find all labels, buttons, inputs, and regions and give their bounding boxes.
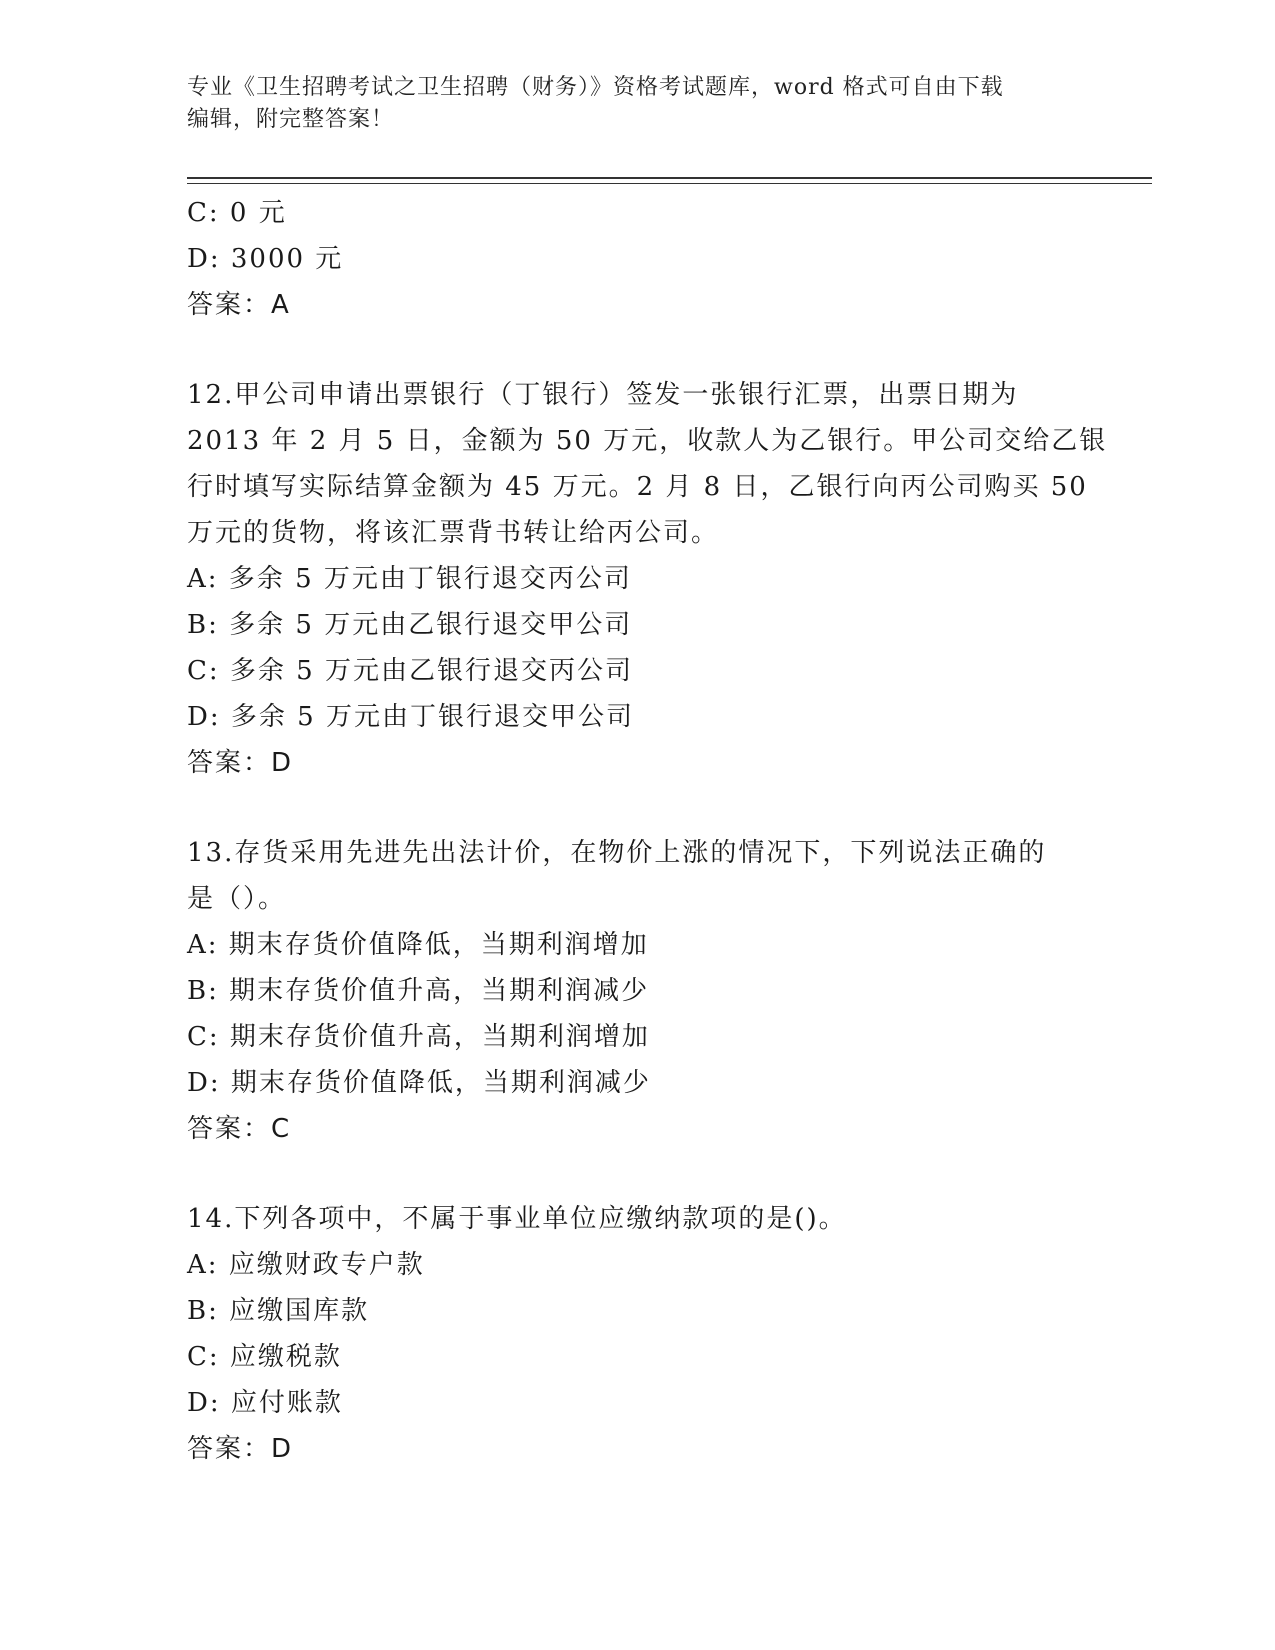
header-divider-thin: [187, 183, 1152, 184]
answer-line: 答案：A: [187, 290, 291, 320]
answer-line: 答案：D: [187, 1434, 294, 1464]
document-header: [187, 72, 1087, 136]
question-content: [187, 190, 1108, 1472]
option-a: A: 应缴财政专户款: [187, 1250, 425, 1280]
stem-line: 行时填写实际结算金额为 45 万元。2 月 8 日，乙银行向丙公司购买 50: [187, 472, 1088, 502]
answer-line: 答案：C: [187, 1114, 292, 1144]
option-d: D: 多余 5 万元由丁银行退交甲公司: [187, 702, 634, 732]
option-b: B: 多余 5 万元由乙银行退交甲公司: [187, 610, 633, 640]
option-b: B: 期末存货价值升高，当期利润减少: [187, 976, 650, 1006]
question-stem: [187, 830, 1087, 922]
stem-line: 13.存货采用先进先出法计价，在物价上涨的情况下，下列说法正确的: [187, 838, 1047, 868]
stem-line: 14.下列各项中，不属于事业单位应缴纳款项的是()。: [187, 1204, 847, 1234]
question-stem: [187, 372, 1108, 556]
stem-line: 2013 年 2 月 5 日，金额为 50 万元，收款人为乙银行。甲公司交给乙银: [187, 426, 1108, 456]
question-14: [187, 1196, 1087, 1472]
option-c: C: 多余 5 万元由乙银行退交丙公司: [187, 656, 633, 686]
option-d: D: 期末存货价值降低，当期利润减少: [187, 1068, 651, 1098]
option-d: D: 应付账款: [187, 1388, 343, 1418]
stem-line: 是（）。: [187, 884, 287, 914]
stem-line: 万元的货物，将该汇票背书转让给丙公司。: [187, 518, 720, 548]
question-13: [187, 830, 1087, 1152]
question-stem: [187, 1196, 1087, 1242]
answer-line: 答案：D: [187, 748, 294, 778]
header-line-2: 编辑，附完整答案！: [187, 107, 395, 132]
header-line-1: 专业《卫生招聘考试之卫生招聘（财务）》资格考试题库，word 格式可自由下载: [187, 75, 1004, 100]
header-divider-thick: [187, 177, 1152, 179]
option-b: B: 应缴国库款: [187, 1296, 370, 1326]
option-c: C: 0 元: [187, 198, 287, 228]
option-a: A: 期末存货价值降低，当期利润增加: [187, 930, 649, 960]
question-12: [187, 372, 1108, 786]
stem-line: 12.甲公司申请出票银行（丁银行）签发一张银行汇票，出票日期为: [187, 380, 1019, 410]
option-d: D: 3000 元: [187, 244, 344, 274]
option-c: C: 应缴税款: [187, 1342, 342, 1372]
question-11-tail: [187, 190, 1087, 328]
option-a: A: 多余 5 万元由丁银行退交丙公司: [187, 564, 632, 594]
option-c: C: 期末存货价值升高，当期利润增加: [187, 1022, 650, 1052]
